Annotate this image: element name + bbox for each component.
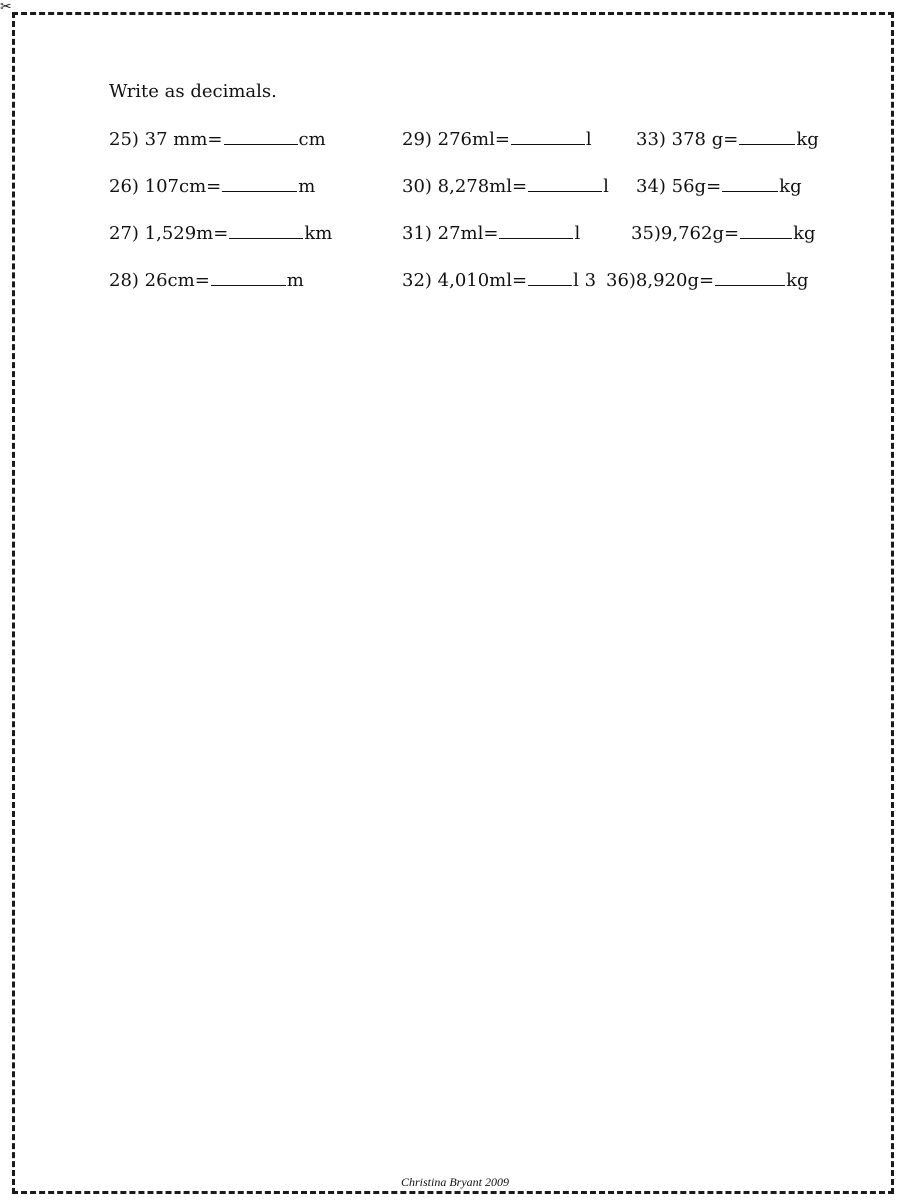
problem-35-label: 35)9,762g= (631, 223, 740, 244)
problem-26-unit: m (298, 176, 316, 197)
worksheet-instruction: Write as decimals. (109, 81, 277, 102)
problem-28-answer-blank[interactable] (211, 268, 286, 286)
problem-29-label: 29) 276ml= (402, 129, 510, 150)
problem-31-unit: l (574, 223, 581, 244)
problem-35-unit: kg (793, 223, 816, 244)
problem-34-answer-blank[interactable] (722, 174, 778, 192)
problem-31-answer-blank[interactable] (499, 221, 573, 239)
problem-29 (402, 127, 592, 152)
problem-33-answer-blank[interactable] (739, 127, 795, 145)
problem-34 (636, 174, 802, 199)
problem-25-answer-blank[interactable] (224, 127, 298, 145)
problem-29-unit: l (585, 129, 592, 150)
problem-32 (402, 268, 596, 293)
problem-25 (109, 127, 326, 152)
problem-26 (109, 174, 315, 199)
problem-25-label: 25) 37 mm= (109, 129, 223, 150)
problem-28 (109, 268, 304, 293)
problem-36-unit: kg (786, 270, 809, 291)
problem-27 (109, 221, 332, 246)
problem-29-answer-blank[interactable] (511, 127, 585, 145)
problem-32-answer-blank[interactable] (528, 268, 572, 286)
problem-28-unit: m (286, 270, 304, 291)
problem-34-unit: kg (779, 176, 802, 197)
problem-36-answer-blank[interactable] (715, 268, 785, 286)
problem-30-label: 30) 8,278ml= (402, 176, 528, 197)
footer-credit: Christina Bryant 2009 (400, 1175, 509, 1189)
problem-32-label: 32) 4,010ml= (402, 270, 528, 291)
problem-28-label: 28) 26cm= (109, 270, 210, 291)
problem-27-answer-blank[interactable] (229, 221, 303, 239)
problem-33 (636, 127, 819, 152)
problem-33-label: 33) 378 g= (636, 129, 739, 150)
problem-27-label: 27) 1,529m= (109, 223, 229, 244)
problem-30 (402, 174, 609, 199)
problem-35 (631, 221, 816, 246)
problem-35-answer-blank[interactable] (740, 221, 792, 239)
problem-36 (606, 268, 809, 293)
problem-25-unit: cm (298, 129, 326, 150)
problem-36-label: 36)8,920g= (606, 270, 715, 291)
problem-32-unit: l 3 (573, 270, 597, 291)
problem-31 (402, 221, 580, 246)
problem-33-unit: kg (796, 129, 819, 150)
problem-31-label: 31) 27ml= (402, 223, 499, 244)
problem-26-label: 26) 107cm= (109, 176, 222, 197)
scissors-icon: ✂ (0, 0, 12, 15)
problem-30-answer-blank[interactable] (528, 174, 602, 192)
problem-34-label: 34) 56g= (636, 176, 722, 197)
problem-30-unit: l (603, 176, 609, 197)
problem-27-unit: km (304, 223, 333, 244)
problem-26-answer-blank[interactable] (222, 174, 297, 192)
